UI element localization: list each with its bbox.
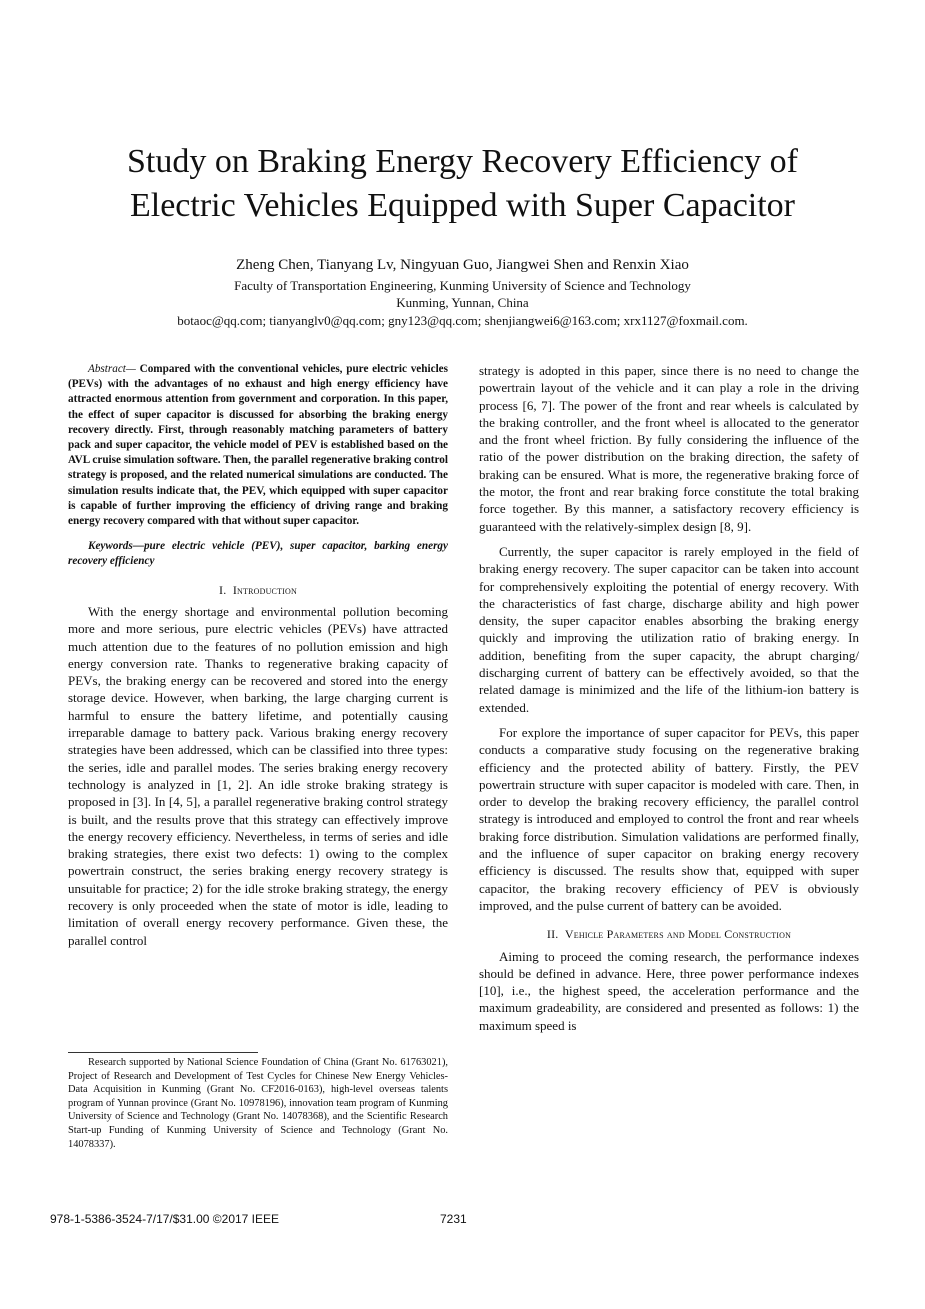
intro-paragraph-1: With the energy shortage and environmental pollution becoming more and more serious, pure electric vehicles (PEVs) have attracted much attention due to the features of no pollution emission and high energy conversion rate. Thanks to regenerative braking capacity of PEVs, the braking energy can be recovered and stored into the energy storage device. However, when barking, the large charging current is harmful to ensure the battery lifetime, and potentially causing irreparable damage to battery pack. Various braking energy recovery strategies have been addressed, which can be classified into three types: the series, idle and parallel modes. The series braking energy recovery technology is analyzed in [1, 2]. An idle stroke braking strategy is proposed in [3]. In [4, 5], a parallel regenerative braking control strategy is built, and the results prove that this strategy can effectively improve the energy recovery efficiency. Nevertheless, in terms of series and idle braking strategies, there exist two defects: 1) owing to the complex powertrain construct, the series braking energy recovery strategy is unsuitable for practice; 2) for the idle stroke braking strategy, the energy recovery is only proceeded when the state of motor is idle, leading to limitation of overall energy recovery performance. Given these, the parallel control (68, 603, 448, 948)
abstract-text: Compared with the conventional vehicles, pure electric vehicles (PEVs) with the advantages of no exhaust and high energy efficiency have attracted enormous attention from government and corporation. In this paper, the effect of super capacitor is discussed for absorbing the braking energy recovery directly. First, through reasonably matching parameters of battery pack and super capacitor, the vehicle model of PEV is established based on the AVL cruise simulation software. Then, the parallel regenerative braking control strategy is proposed, and the related numerical simulations are conducted. The simulation results indicate that, the PEV, which equipped with super capacitor is capable of further improving the efficiency of driving range and braking energy recovery compared with that without super capacitor. (68, 363, 448, 528)
intro-paragraph-3: For explore the importance of super capacitor for PEVs, this paper conducts a comparative study focusing on the regenerative braking efficiency and the protected ability of battery. Firstly, the PEV powertrain structure with super capacitor is modeled with care. Then, in order to develop the braking recovery efficiency, the parallel control strategy is introduced and employed to control the front and rear wheels braking force distribution. Simulation validations are performed finally, and the influence of super capacitor on braking energy recovery efficiency is discussed. The results show that, equipped with super capacitor, the braking recovery efficiency of PEV is obviously improved, and the pulse current of battery can be avoided. (479, 724, 859, 913)
keywords: Keywords—pure electric vehicle (PEV), super capacitor, barking energy recovery efficiency (68, 540, 448, 568)
left-column (68, 362, 448, 949)
section-heading-introduction (68, 582, 448, 599)
title-line-1: Study on Braking Energy Recovery Efficiency of (126, 143, 799, 180)
section-heading-vehicle-parameters (479, 926, 859, 943)
page-number: 7231 (440, 1212, 467, 1226)
abstract (68, 362, 448, 529)
right-column (479, 362, 859, 1034)
section2-paragraph-1: Aiming to proceed the coming research, the performance indexes should be defined in advance. Here, three power performance indexes [10], i.e., the highest speed, the acceleration performance and the maximum gradeability, are considered and presented as follows: 1) the maximum speed is (479, 948, 859, 1033)
intro-paragraph-1-continued: strategy is adopted in this paper, since there is no need to change the powertrain layout of the vehicle and it can play a role in the driving process [6, 7]. The power of the front and rear wheels is calculated by the braking controller, and the front wheel is allocated to the generator and the front wheel friction. By fully considering the influence of the ratio of the power distribution on the braking direction, the safety of braking can be ensured. What is more, the regenerative braking force of the motor, the front and rear braking force constitute the total braking force together. By this manner, a satisfactory recovery efficiency is guaranteed with the relatively-simplex design [8, 9]. (479, 363, 859, 534)
author-list: Zheng Chen, Tianyang Lv, Ningyuan Guo, Jiangwei Shen and Renxin Xiao (236, 257, 689, 273)
location: Kunming, Yunnan, China (396, 295, 529, 310)
section-title: Introduction (232, 582, 297, 597)
isbn-copyright: 978-1-5386-3524-7/17/$31.00 ©2017 IEEE (50, 1212, 280, 1226)
title-line-2: Electric Vehicles Equipped with Super Capacitor (129, 187, 795, 224)
intro-paragraph-2: Currently, the super capacitor is rarely employed in the field of braking energy recovery. The super capacitor can be taken into account for comprehensively exploiting the potential of energy recovery. With the characteristics of fast charge, discharge ability and high power density, the super capacitor enables absorbing the braking energy quickly and improving the utilization ratio of braking energy. In addition, benefiting from the super capacity, the abrupt charging/ discharging current of battery can be effectively avoided, so that the related damage is minimized and the life of the lithium-ion battery is extended. (479, 543, 859, 715)
section-number: II. (546, 927, 559, 942)
affiliation: Faculty of Transportation Engineering, Kunming University of Science and Technology (234, 278, 691, 293)
paper-title (60, 140, 865, 228)
abstract-lead: Abstract— (88, 363, 136, 375)
footnote-divider (68, 1052, 258, 1053)
author-emails: botaoc@qq.com; tianyanglv0@qq.com; gny123@qq.com; shenjiangwei6@163.com; xrx1127@foxmail.com. (177, 313, 748, 328)
section-number: I. (219, 582, 227, 597)
section-title: Vehicle Parameters and Model Construction (564, 927, 792, 942)
funding-footnote: Research supported by National Science Foundation of China (Grant No. 61763021), Project of Research and Development of Test Cycles for Chinese New Energy Vehicles- Data Acquisition in Kunming (Grant No. CF2016-0163), high-level overseas talents program of Yunnan province (Grant No. 10978196), innovation team program of Kunming University of Science and Technology (Grant No. 14078368), and the Scientific Research Start-up Funding of Kunming University of Science and Technology (Grant No. 14078337). (68, 1057, 448, 1150)
